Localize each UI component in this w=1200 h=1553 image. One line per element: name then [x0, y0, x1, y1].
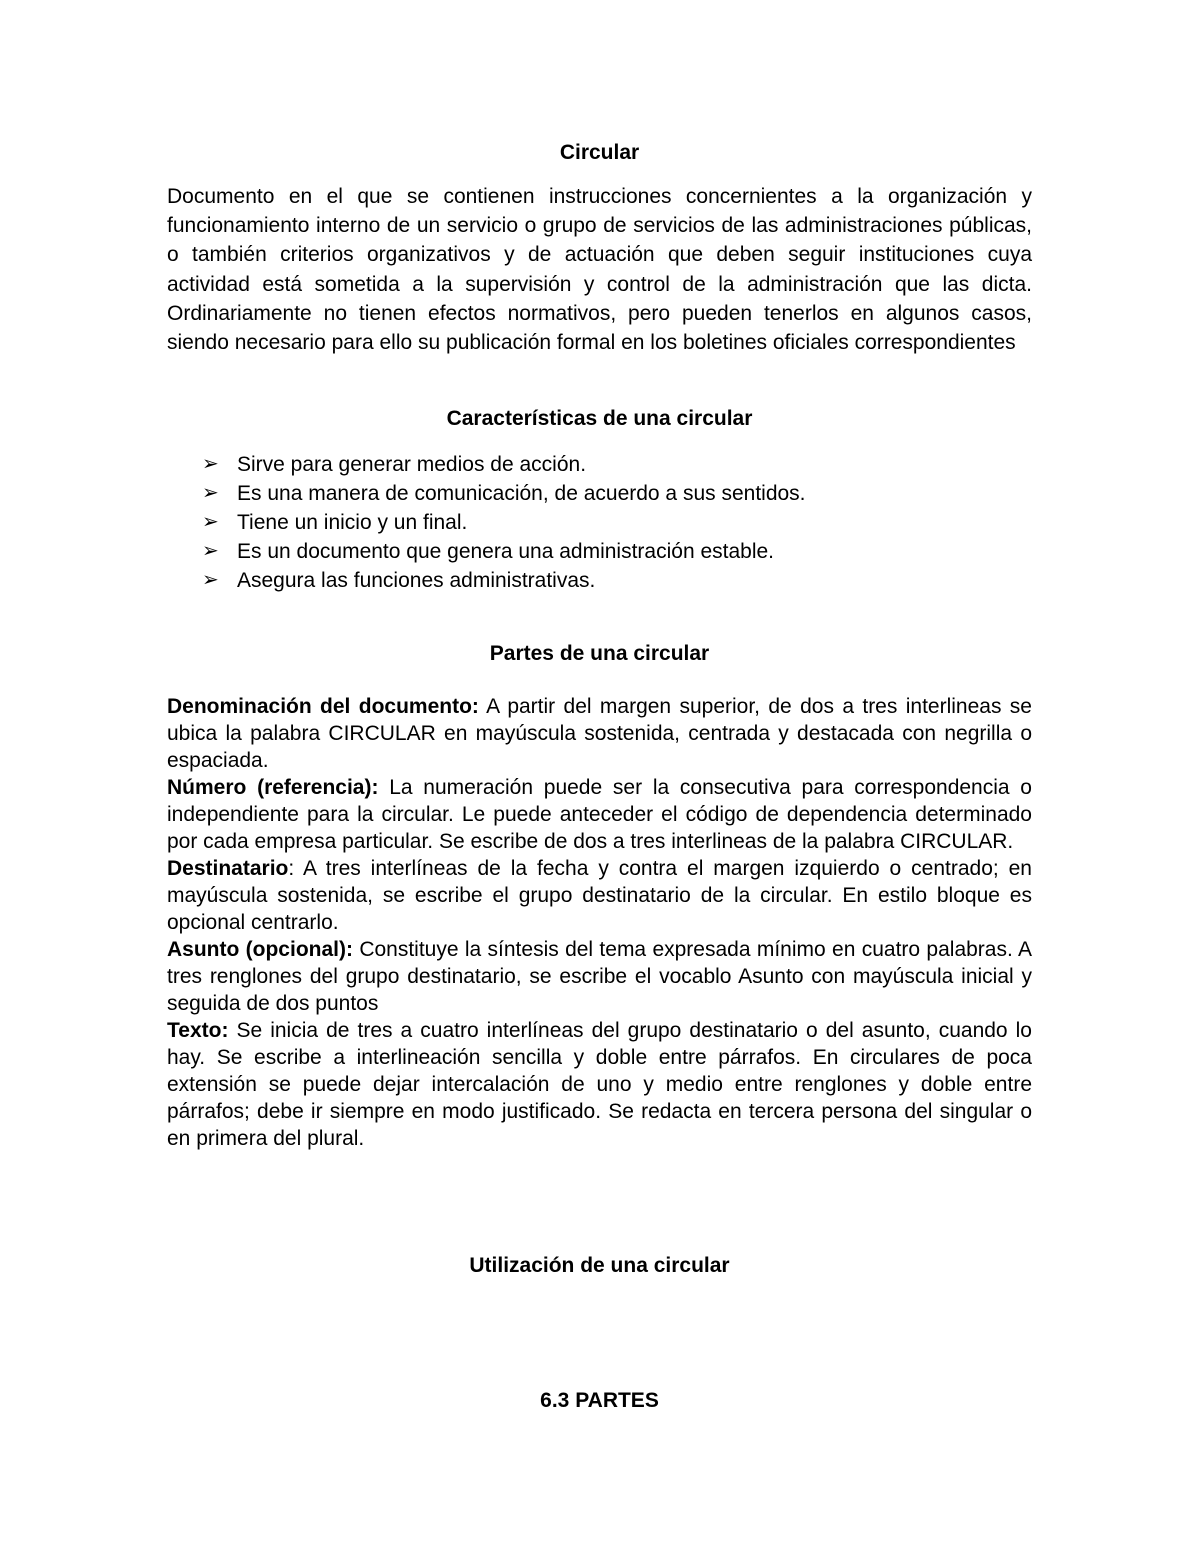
list-item: [167, 537, 1032, 566]
part-term: Texto:: [167, 1019, 229, 1042]
part-term: Destinatario: [167, 857, 289, 880]
part-text: La numeración puede ser la consecutiva para correspondencia o independiente para la circular. Le puede anteceder el código de dependencia determinado por cada empresa particular. Se escribe de dos a tres interlineas de la palabra CIRCULAR.: [167, 776, 1032, 853]
part-text: A partir del margen superior, de dos a tres interlineas se ubica la palabra CIRCULAR en mayúscula sostenida, centrada y destacada con negrilla o espaciada.: [167, 695, 1032, 772]
arrow-bullet-icon: ➢: [202, 511, 219, 533]
list-item-text: Es un documento que genera una administración estable.: [237, 540, 775, 563]
characteristics-list: [167, 450, 1032, 595]
list-item-text: Asegura las funciones administrativas.: [237, 569, 596, 592]
part-term: Asunto (opcional):: [167, 938, 353, 961]
part-text: Constituye la síntesis del tema expresada mínimo en cuatro palabras. A tres renglones del grupo destinatario, se escribe el vocablo Asunto con mayúscula inicial y seguida de dos puntos: [167, 938, 1032, 1015]
usage-heading: Utilización de una circular: [469, 1254, 730, 1277]
part-term: Denominación del documento:: [167, 695, 479, 718]
part-destinatario: [167, 855, 1032, 936]
arrow-bullet-icon: ➢: [202, 540, 219, 562]
list-item: [167, 450, 1032, 479]
list-item: [167, 508, 1032, 537]
arrow-bullet-icon: ➢: [202, 453, 219, 475]
list-item-text: Tiene un inicio y un final.: [237, 511, 468, 534]
part-numero: [167, 774, 1032, 855]
intro-paragraph: Documento en el que se contienen instrucciones concernientes a la organización y funcionamiento interno de un servicio o grupo de servicios de las administraciones públicas, o también criterios organizativos y de actuación que deben seguir instituciones cuya actividad está sometida a la supervisión y control de la administración que las dicta. Ordinariamente no tienen efectos normativos, pero pueden tenerlos en algunos casos, siendo necesario para ello su publicación formal en los boletines oficiales correspondientes: [167, 185, 1032, 355]
parts-heading: Partes de una circular: [489, 642, 710, 665]
part-term: Número (referencia):: [167, 776, 379, 799]
arrow-bullet-icon: ➢: [202, 569, 219, 591]
list-item-text: Sirve para generar medios de acción.: [237, 453, 587, 476]
part-text: : A tres interlíneas de la fecha y contra el margen izquierdo o centrado; en mayúscula sostenida, se escribe el grupo destinatario de la circular. En estilo bloque es opcional centrarlo.: [167, 857, 1032, 934]
arrow-bullet-icon: ➢: [202, 482, 219, 504]
part-texto: [167, 1017, 1032, 1152]
part-denominacion: [167, 693, 1032, 774]
section-heading: 6.3 PARTES: [540, 1389, 659, 1412]
parts-list: [167, 693, 1032, 1152]
list-item: [167, 479, 1032, 508]
document-title: Circular: [559, 141, 640, 164]
characteristics-heading: Características de una circular: [446, 407, 753, 430]
list-item: [167, 566, 1032, 595]
list-item-text: Es una manera de comunicación, de acuerdo a sus sentidos.: [237, 482, 806, 505]
part-text: Se inicia de tres a cuatro interlíneas del grupo destinatario o del asunto, cuando lo hay. Se escribe a interlineación sencilla y doble entre párrafos. En circulares de poca extensión se puede dejar intercalación de uno y medio entre renglones y doble entre párrafos; debe ir siempre en modo justificado. Se redacta en tercera persona del singular o en primera del plural.: [167, 1019, 1032, 1150]
part-asunto: [167, 936, 1032, 1017]
